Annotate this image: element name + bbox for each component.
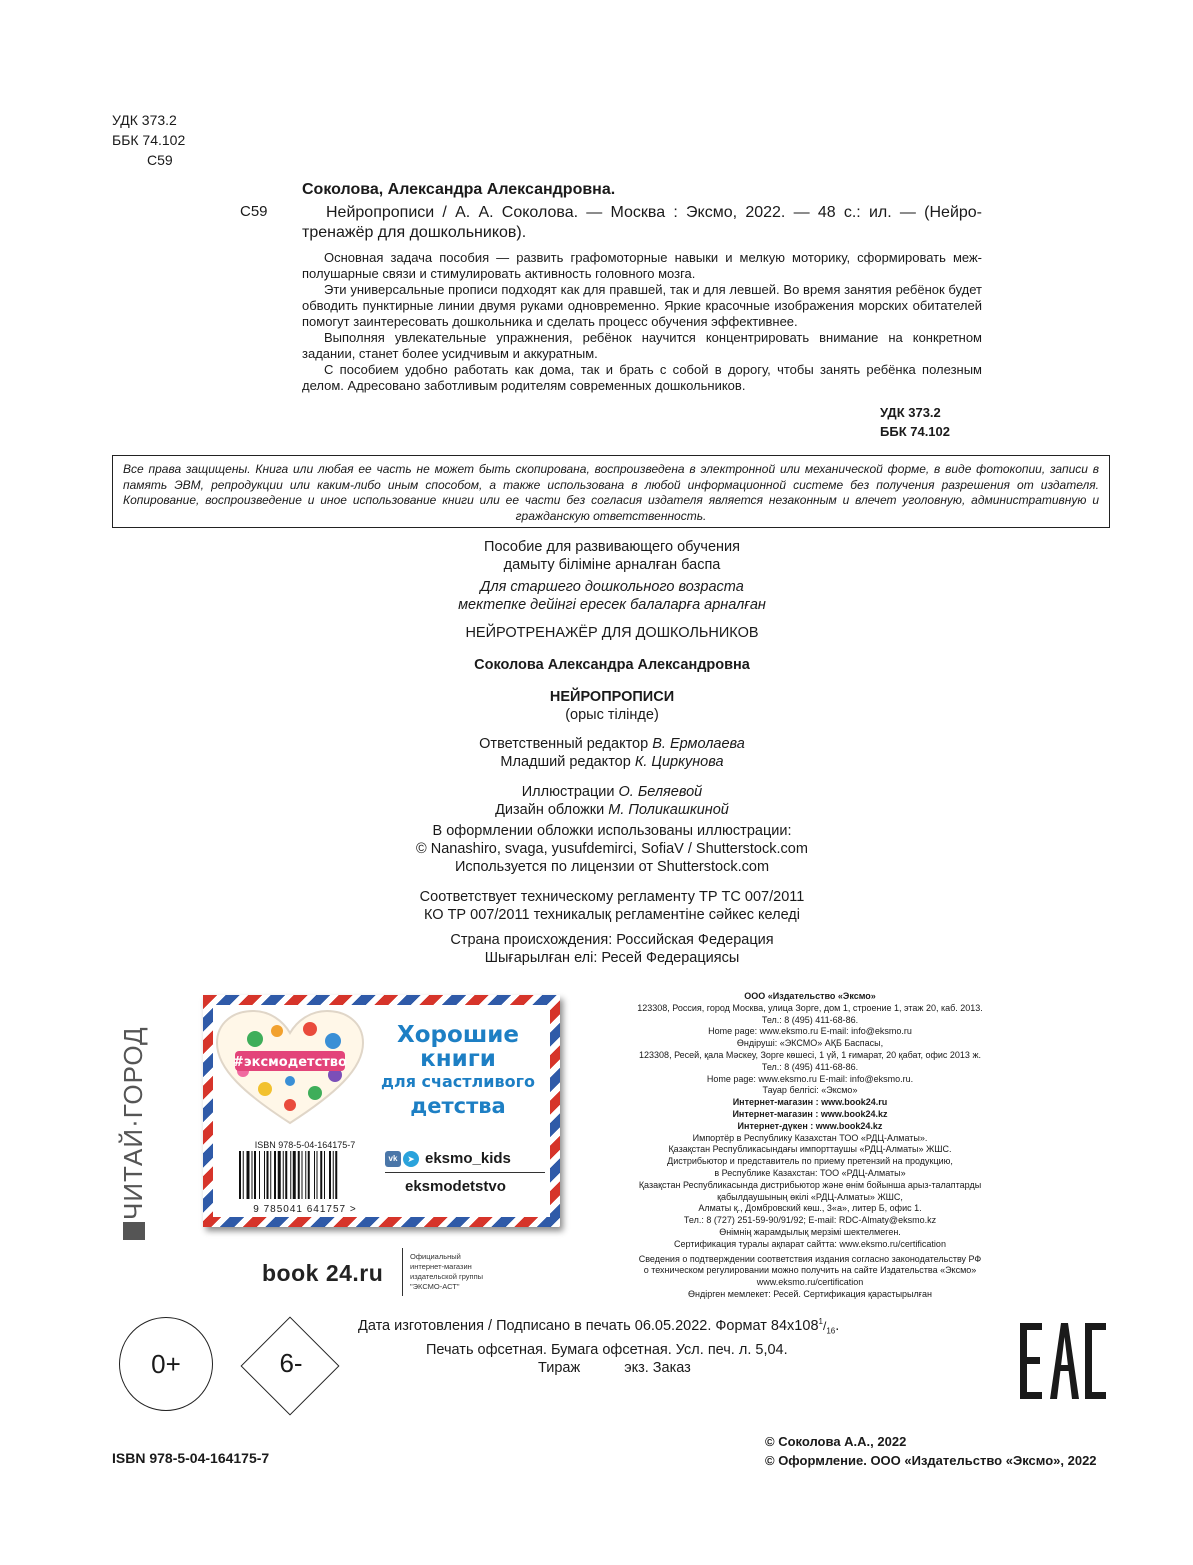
age-mark-6: 6- [279, 1348, 303, 1378]
imprint-line: Интернет-магазин : www.book24.kz [732, 1108, 888, 1119]
deco-dot [285, 1076, 295, 1086]
print-date: Дата изготовления / Подписано в печать 06.05.2022. Формат $84x108^1/_{16}$. [358, 1317, 840, 1336]
barcode-bar [270, 1151, 271, 1199]
imprint-line: Home page: www.eksmo.ru E-mail: info@eksmo.ru [708, 1026, 912, 1037]
bibliographic-title [302, 203, 982, 243]
book-title: НЕЙРОПРОПИСИ [549, 689, 675, 705]
zakaz-label: экз. Заказ [624, 1359, 691, 1376]
cover-label: Дизайн обложки [495, 802, 605, 818]
imprint-line: Өнімнің жарамдылық мерзімі шектелмеген. [719, 1226, 901, 1237]
slogan-line: книги [420, 1046, 496, 1072]
imprint-line: Тел.: 8 (727) 251-59-90/91/92; E-mail: RDC-Almaty@eksmo.kz [683, 1215, 937, 1226]
barcode-bar [239, 1151, 241, 1199]
series-name: НЕЙРОТРЕНАЖЁР ДЛЯ ДОШКОЛЬНИКОВ [465, 625, 759, 641]
imprint-line: Дистрибьютор и представитель по приему претензий на продукцию, [667, 1156, 953, 1167]
book24-note-line: "ЭКСМО-АСТ" [410, 1282, 460, 1291]
imprint-line: о техническом регулировании можно получить на сайте Издательства «Эксмо» [643, 1265, 977, 1276]
side-brand-label: ЧИТАЙ·ГОРОД [118, 1026, 148, 1220]
promo-envelope [203, 995, 560, 1227]
annotation-paragraph: С пособием удобно работать как дома, так и брать с собой в дорогу, чтобы занять ребёнка полезным делом. Адресовано заботливым родителям современных дошкольников. [302, 362, 982, 393]
udk-code-bottom: УДК 373.2 [880, 405, 941, 420]
imprint-line: Интернет-дүкен : www.book24.kz [737, 1120, 883, 1131]
barcode-bar [247, 1151, 250, 1199]
slogan-line: для счастливого [381, 1072, 535, 1091]
barcode-bar [283, 1151, 284, 1199]
author-heading: Соколова, Александра Александровна. [302, 181, 616, 198]
imprint-line: Home page: www.eksmo.ru E-mail: info@eksmo.ru. [706, 1073, 914, 1084]
rights-notice: Все права защищены. Книга или любая ее часть не может быть скопирована, воспроизведена в электронной или механической форме, в виде фотокопии, записи в память ЭВМ, репродукции или каким-либо иным способом, а также использована в любой информационной системе без получения разрешения от издателя. Копирование, воспроизведение и иное использование книги или ее части без согласия издателя является незаконным и влечет уголовную, административную и гражданскую ответственность. [112, 455, 1110, 528]
country-ru: Страна происхождения: Российская Федерация [450, 932, 774, 948]
barcode-bar [314, 1151, 315, 1199]
tirazh-line [358, 1359, 878, 1377]
social-block [385, 1150, 545, 1195]
deco-dot [271, 1025, 283, 1037]
vk-icon[interactable]: vk [385, 1151, 401, 1167]
social-handle[interactable]: eksmo_kids [425, 1150, 511, 1167]
barcode-bar [305, 1151, 306, 1199]
social-divider [385, 1172, 545, 1173]
barcode-bar [259, 1151, 260, 1199]
imprint-line: Қазақстан Республикасындағы импорттаушы «РДЦ-Алматы» ЖШС. [668, 1144, 952, 1155]
barcode-bar [285, 1151, 287, 1199]
barcode-isbn: ISBN 978-5-04-164175-7 [254, 1140, 356, 1150]
imprint-line: Тел.: 8 (495) 411-68-86. [761, 1014, 859, 1025]
imprint-line: Тел.: 8 (495) 411-68-86. [761, 1061, 859, 1072]
illus-label: Иллюстрации [521, 784, 615, 800]
imprint-line: www.eksmo.ru/certification [756, 1277, 864, 1288]
imprint-line: Импортёр в Республику Казахстан ТОО «РДЦ-Алматы». [692, 1132, 928, 1143]
print-date-text: Дата изготовления / Подписано в печать 06.05.2022. Формат 84x108 [358, 1317, 819, 1334]
annotation-paragraph: Выполняя увлекательные упражнения, ребёнок научится концентрировать внимание на конкретном задании, станет более усидчивым и аккуратным. [302, 330, 982, 361]
annotation [302, 250, 982, 394]
imprint-line: қабылдаушының өкілі «РДЦ-Алматы» ЖШС, [717, 1191, 903, 1202]
illus-name: О. Беляевой [618, 784, 703, 800]
responsible-editor [312, 735, 912, 753]
age-kz: мектепке дейінгі ересек балаларға арналған [458, 597, 766, 613]
bbk-code: ББК 74.102 [112, 132, 186, 148]
edition-info [312, 538, 912, 967]
imprint-line: Тауар белгісі: «Эксмо» [762, 1085, 858, 1096]
tech-reg-kz: КО ТР 007/2011 техникалық регламентіне сәйкес келеді [423, 907, 800, 923]
illustrator [312, 783, 912, 801]
imprint-line: Сертификация туралы ақпарат сайтта: www.eksmo.ru/certification [674, 1238, 946, 1249]
telegram-icon[interactable]: ➤ [403, 1151, 419, 1167]
deco-dot [303, 1022, 317, 1036]
tirazh-label: Тираж [538, 1359, 581, 1376]
deco-dot [325, 1033, 341, 1049]
barcode-bar [324, 1151, 325, 1199]
copyright-block [765, 1432, 1097, 1470]
deco-dot [258, 1082, 272, 1096]
print-line: Печать офсетная. Бумага офсетная. Усл. печ. л. 5,04. [426, 1341, 788, 1358]
copyright-author: © Соколова А.А., 2022 [765, 1434, 907, 1449]
imprint-line: Өндіруші: «ЭКСМО» АҚБ Баспасы, [736, 1038, 884, 1049]
author-sign: С59 [147, 152, 173, 168]
imprint-block [600, 991, 1020, 1301]
promo-envelope-inner [213, 1005, 550, 1217]
isbn-bottom: ISBN 978-5-04-164175-7 [112, 1450, 270, 1466]
cover-illus-3: Используется по лицензии от Shutterstock.com [454, 859, 770, 875]
barcode-bar [320, 1151, 322, 1199]
deco-dot [247, 1031, 263, 1047]
left-author-sign: С59 [240, 203, 268, 220]
imprint-line: Қазақстан Республикасында дистрибьютор және өнім бойынша арыз-талаптарды [638, 1179, 982, 1190]
slogan-line: детства [410, 1094, 506, 1118]
eac-mark [1020, 1323, 1106, 1399]
cover-illus-1: В оформлении обложки использованы иллюстрации: [432, 823, 792, 839]
book-language: (орыс тілінде) [565, 707, 659, 723]
book24-note-line: Официальный [410, 1252, 461, 1261]
slogan-line: Хорошие [397, 1022, 519, 1048]
barcode-bar [298, 1151, 300, 1199]
imprint-line: Алматы қ., Домбровский көш., 3«а», литер Б, офис 1. [698, 1203, 922, 1214]
barcode-bar [308, 1151, 310, 1199]
print-info [358, 1313, 878, 1377]
cover-designer [312, 801, 912, 819]
imprint-line: Интернет-магазин : www.book24.ru [732, 1097, 888, 1108]
barcode-bar [274, 1151, 276, 1199]
barcode-bar [302, 1151, 303, 1199]
heart-illustration [215, 1009, 365, 1127]
barcode-block [235, 1140, 375, 1216]
tech-reg-ru: Соответствует техническому регламенту ТР ТС 007/2011 [419, 889, 805, 905]
side-brand-text [118, 1026, 149, 1240]
book24-note-line: издательской группы [410, 1272, 484, 1281]
hashtag-text: #эксмодетство [233, 1055, 347, 1070]
barcode-bar [267, 1151, 269, 1199]
age-mark-circle [119, 1317, 213, 1411]
cover-name: М. Поликашкиной [608, 802, 729, 818]
edition-type-kz: дамыту біліміне арналған баспа [503, 557, 721, 573]
junior-name: К. Циркунова [634, 754, 724, 770]
editor-name: В. Ермолаева [652, 736, 745, 752]
brand-bar-icon [123, 1222, 145, 1240]
imprint-line: ООО «Издательство «Эксмо» [744, 991, 876, 1001]
copyright-publisher: © Оформление. ООО «Издательство «Эксмо», 2022 [765, 1453, 1097, 1468]
imprint-line: Сведения о подтверждении соответствия издания согласно законодательству РФ [638, 1253, 982, 1264]
social-handle[interactable]: eksmodetstvo [405, 1178, 506, 1195]
barcode-bar [333, 1151, 334, 1199]
imprint-line: в Республике Казахстан: ТОО «РДЦ-Алматы» [714, 1167, 906, 1178]
editor-label: Ответственный редактор [479, 736, 649, 752]
age-ru: Для старшего дошкольного возраста [480, 579, 744, 595]
title-line-2: тренажёр для дошкольников). [302, 224, 527, 241]
annotation-paragraph: Эти универсальные прописи подходят как для правшей, так и для левшей. Во время занятия ребёнок будет обводить пунктирные линии двумя руками одновременно. Яркие красочные изображения морских обитателей помогут заинтересовать дошкольника и сделать процесс обучения эффективнее. [302, 282, 982, 329]
country-kz: Шығарылған елі: Ресей Федерациясы [484, 950, 740, 966]
format-frac-den: 16 [826, 1326, 836, 1336]
social-row [385, 1150, 545, 1167]
imprint-line: 123308, Ресей, қала Мәскеу, Зорге көшесі, 1 үй, 1 ғимарат, 20 қабат, офис 2013 ж. [639, 1049, 981, 1060]
barcode-bar [293, 1151, 296, 1199]
barcode-bar [329, 1151, 331, 1199]
book24-note-line: интернет-магазин [410, 1262, 472, 1271]
barcode [235, 1151, 375, 1199]
barcode-bar [243, 1151, 244, 1199]
imprint-line: Өндірген мемлекет: Ресей. Сертификация қарастырылған [687, 1288, 933, 1299]
barcode-bar [317, 1151, 318, 1199]
imprint-line: 123308, Россия, город Москва, улица Зорге, дом 1, строение 1, этаж 20, каб. 2013. [637, 1002, 983, 1013]
barcode-bar [264, 1151, 265, 1199]
book24-logo[interactable]: book 24.ru [262, 1260, 384, 1286]
deco-dot [284, 1099, 296, 1111]
format-frac-num: 1 [818, 1317, 823, 1326]
udk-block-top [112, 110, 232, 170]
deco-dot [308, 1086, 322, 1100]
edition-type-ru: Пособие для развивающего обучения [484, 539, 740, 555]
cover-illus-2: © Nanashiro, svaga, yusufdemirci, SofiaV / Shutterstock.com [416, 841, 808, 857]
barcode-bar [254, 1151, 256, 1199]
annotation-paragraph: Основная задача пособия — развить графомоторные навыки и мелкую моторику, сформировать меж- полушарные связи и стимулировать активность головного мозга. [302, 250, 982, 281]
age-mark-0: 0+ [151, 1348, 181, 1379]
junior-editor [312, 753, 912, 771]
promo-slogan [368, 1023, 548, 1119]
barcode-bar [252, 1151, 253, 1199]
udk-block-bottom [880, 403, 980, 441]
barcode-bar [335, 1151, 337, 1199]
junior-label: Младший редактор [500, 754, 631, 770]
title-line-1: Нейропрописи / А. А. Соколова. — Москва : Эксмо, 2022. — 48 с.: ил. — (Нейро- [326, 204, 982, 221]
book24-note [410, 1252, 483, 1292]
barcode-bar [278, 1151, 281, 1199]
bbk-code-bottom: ББК 74.102 [880, 424, 950, 439]
barcode-bar [290, 1151, 291, 1199]
udk-code: УДК 373.2 [112, 112, 177, 128]
book24-divider [402, 1248, 403, 1296]
author-name: Соколова Александра Александровна [474, 657, 750, 673]
barcode-digits: 9 785041 641757 > [253, 1204, 357, 1215]
